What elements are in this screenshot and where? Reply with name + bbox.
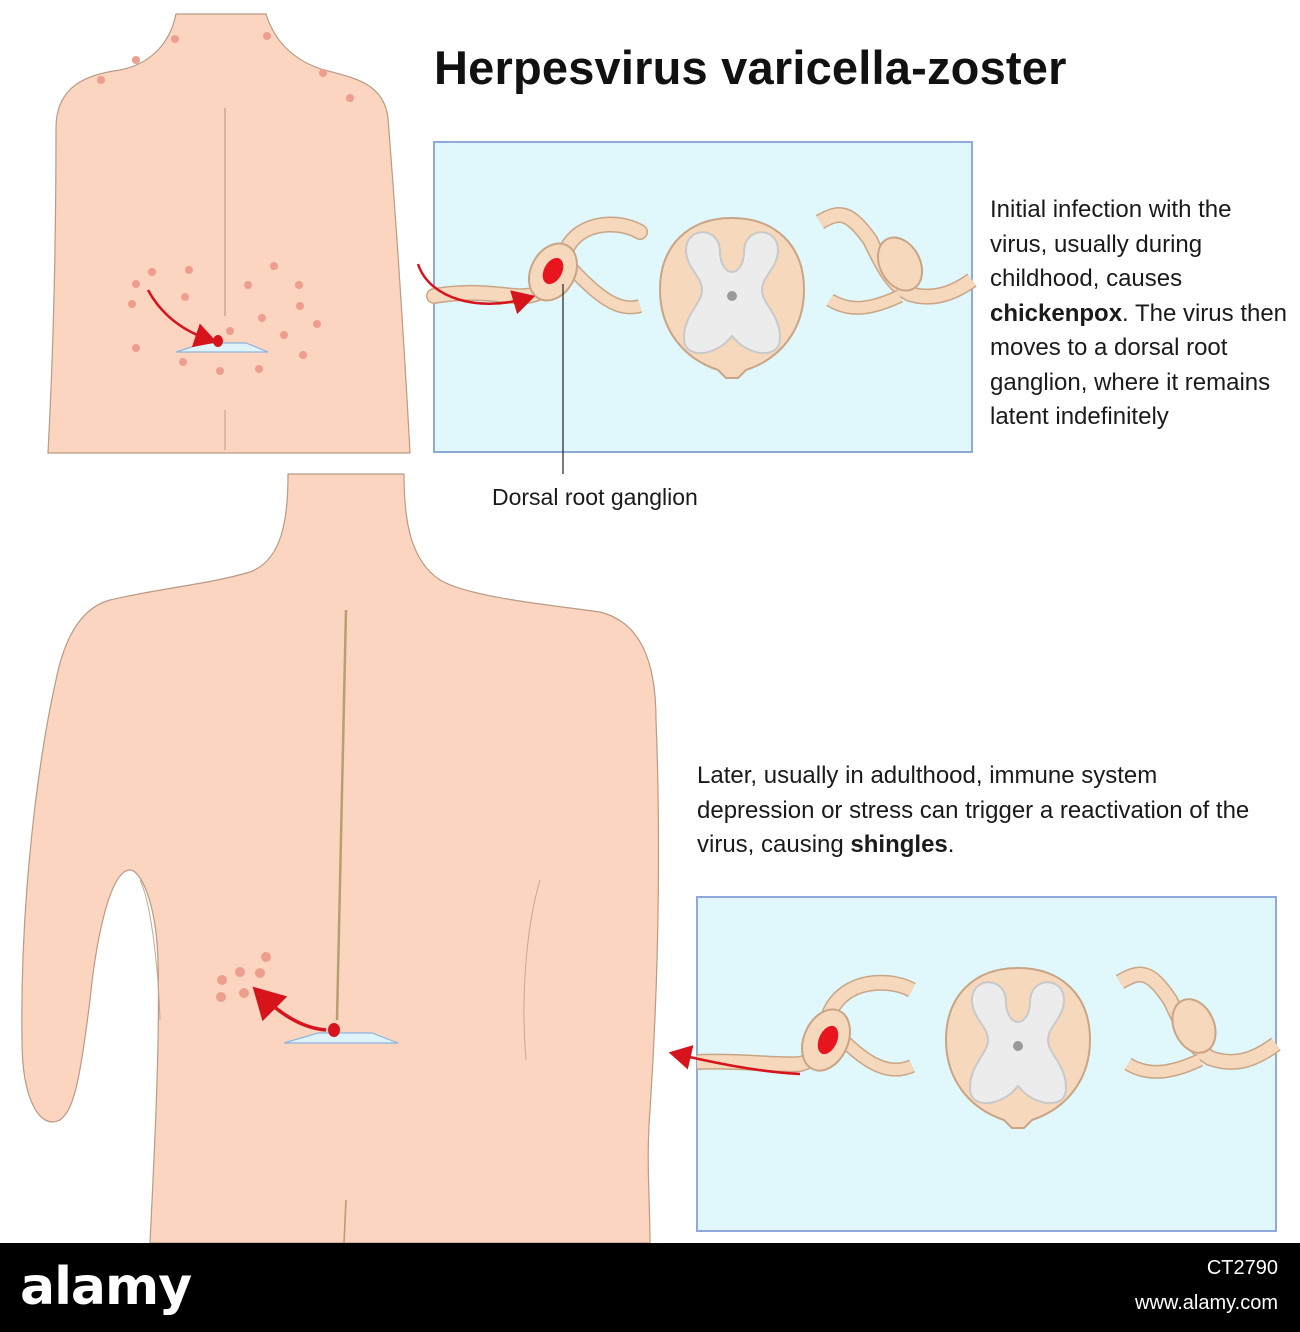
footer-site-link[interactable]: www.alamy.com [1135, 1292, 1278, 1314]
caption2-text-a: Later, usually in adulthood, immune system depression or stress can trigger a reactivation of the virus, causing [697, 762, 1250, 858]
caption1-text-b: . The virus then moves to a dorsal root ganglion, where it remains latent indefinitely [990, 299, 1288, 430]
caption2-text-b: . [947, 831, 955, 858]
lower-torso-illustration [22, 474, 659, 1243]
label-dorsal-root-ganglion: Dorsal root ganglion [492, 484, 698, 510]
caption1-keyword: chickenpox [990, 299, 1123, 327]
footer-logo: alamy [20, 1257, 192, 1317]
caption-initial-infection [990, 193, 1290, 435]
spinal-cord-panel-2 [676, 897, 1276, 1231]
virus-dot [213, 335, 223, 347]
diagram-title: Herpesvirus varicella-zoster [434, 41, 1067, 94]
virus-dot-large [328, 1023, 340, 1037]
footer-image-id: CT2790 [1206, 1257, 1278, 1279]
caption1-text-a: Initial infection with the virus, usually during childhood, causes [990, 196, 1232, 292]
caption2-keyword: shingles [850, 831, 948, 858]
caption-reactivation [697, 759, 1267, 863]
spinal-cord-panel-1 [418, 142, 972, 474]
upper-torso-illustration [48, 14, 410, 453]
watermark-footer [0, 1243, 1300, 1332]
